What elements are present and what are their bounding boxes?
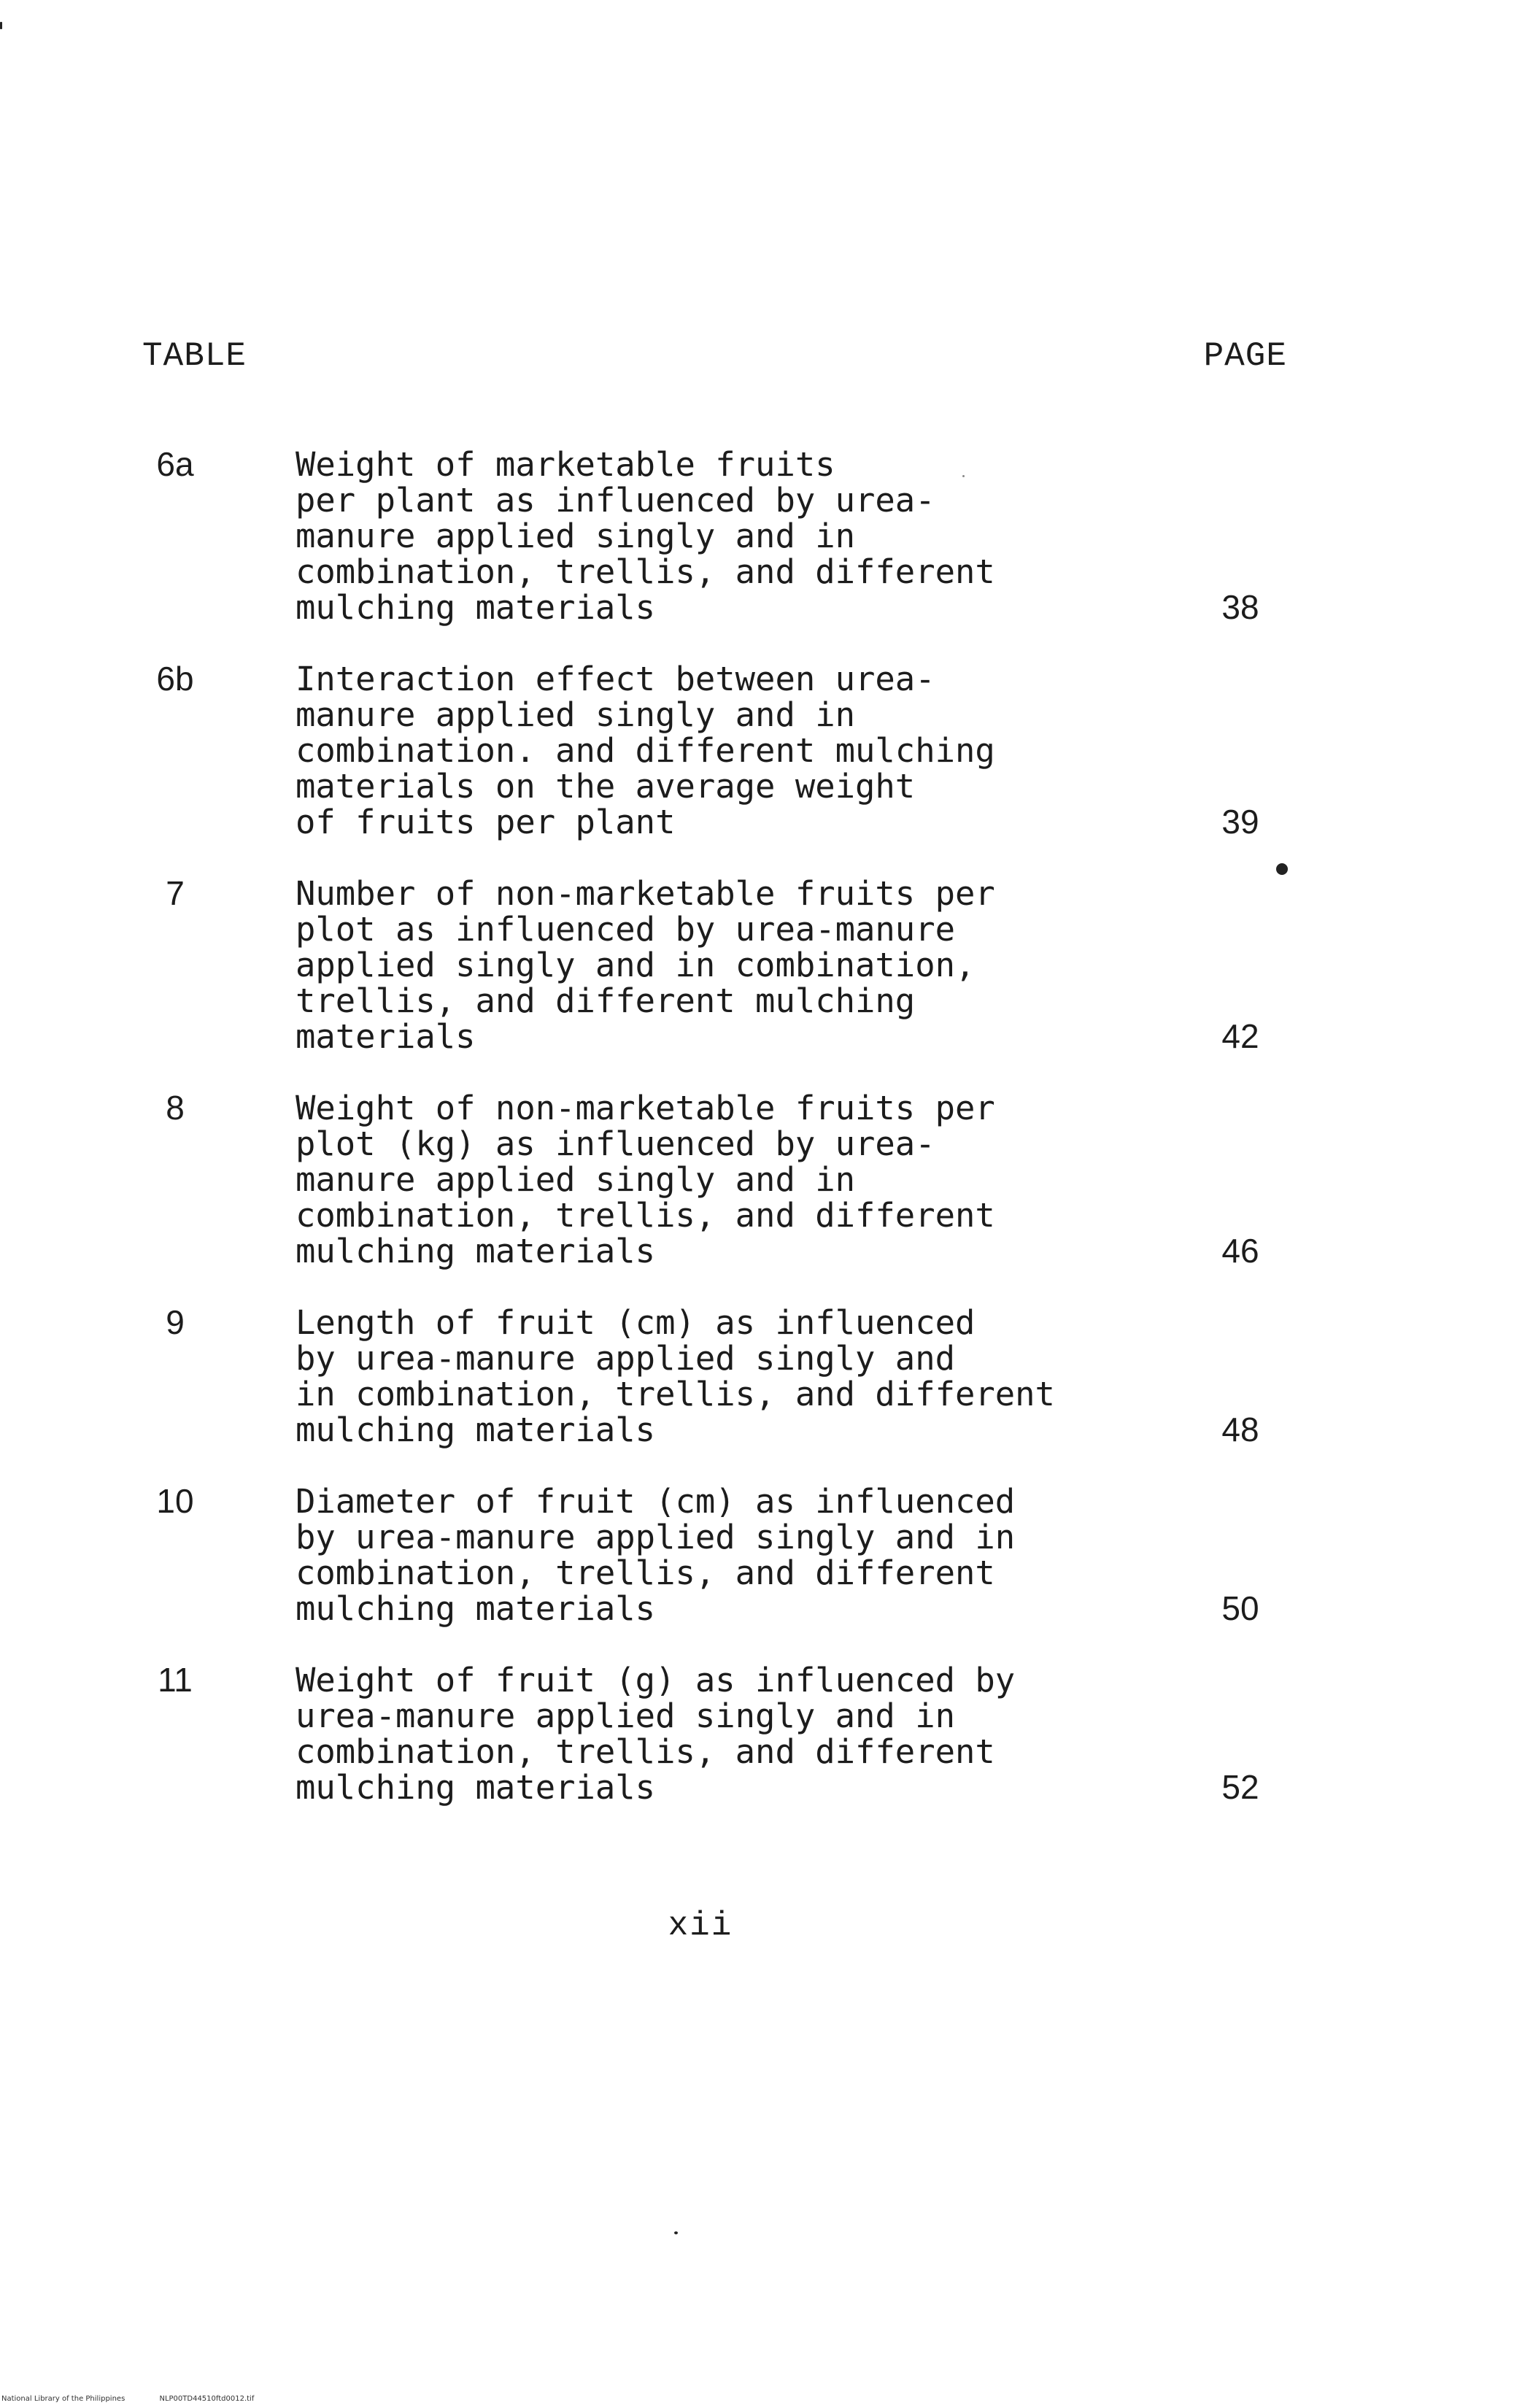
scan-file-id: NLP00TD44510ftd0012.tif: [159, 2395, 255, 2403]
scan-speck: [962, 475, 965, 477]
table-number: 11: [158, 1661, 193, 1699]
page-number: 46: [1221, 1232, 1259, 1270]
table-column-header: TABLE: [142, 337, 247, 375]
table-number: 8: [166, 1089, 185, 1127]
page-folio: xii: [668, 1907, 733, 1945]
table-description: Weight of non-marketable fruits per plot (kg) as influenced by urea- manure applied singly and in combination, trellis, and different mulching materials: [296, 1089, 995, 1270]
page-number: 38: [1221, 588, 1259, 626]
page-number: 48: [1221, 1411, 1259, 1448]
scan-credit: [1, 2395, 286, 2403]
page-column-header: PAGE: [1203, 337, 1287, 375]
page-number: 42: [1221, 1017, 1259, 1055]
table-number: 6b: [156, 660, 194, 698]
table-description: Number of non-marketable fruits per plot as influenced by urea-manure applied singly and in combination, trellis, and different mulching materials: [296, 874, 995, 1056]
scan-mark: [0, 22, 2, 29]
table-description: Weight of marketable fruits per plant as influenced by urea- manure applied singly and in combination, trellis, and different mulching materials: [296, 445, 995, 627]
table-description: Diameter of fruit (cm) as influenced by urea-manure applied singly and in combination, trellis, and different mulching materials: [296, 1482, 1016, 1628]
page-number: 52: [1221, 1768, 1259, 1806]
table-number: 9: [166, 1303, 185, 1341]
table-description: Weight of fruit (g) as influenced by urea-manure applied singly and in combination, trellis, and different mulching materials: [296, 1661, 1016, 1807]
scan-speck: [674, 2231, 678, 2234]
table-description: Interaction effect between urea- manure applied singly and in combination. and different mulching materials on the average weight of fruits per plant: [296, 660, 995, 841]
table-number: 6a: [156, 445, 194, 483]
table-number: 7: [166, 874, 185, 912]
ink-blot: [1276, 863, 1288, 875]
scan-source: National Library of the Philippines: [1, 2395, 125, 2403]
table-number: 10: [156, 1482, 194, 1520]
table-description: Length of fruit (cm) as influenced by urea-manure applied singly and in combination, trellis, and different mulching materials: [296, 1303, 1055, 1449]
page-number: 39: [1221, 803, 1259, 841]
page-number: 50: [1221, 1589, 1259, 1627]
